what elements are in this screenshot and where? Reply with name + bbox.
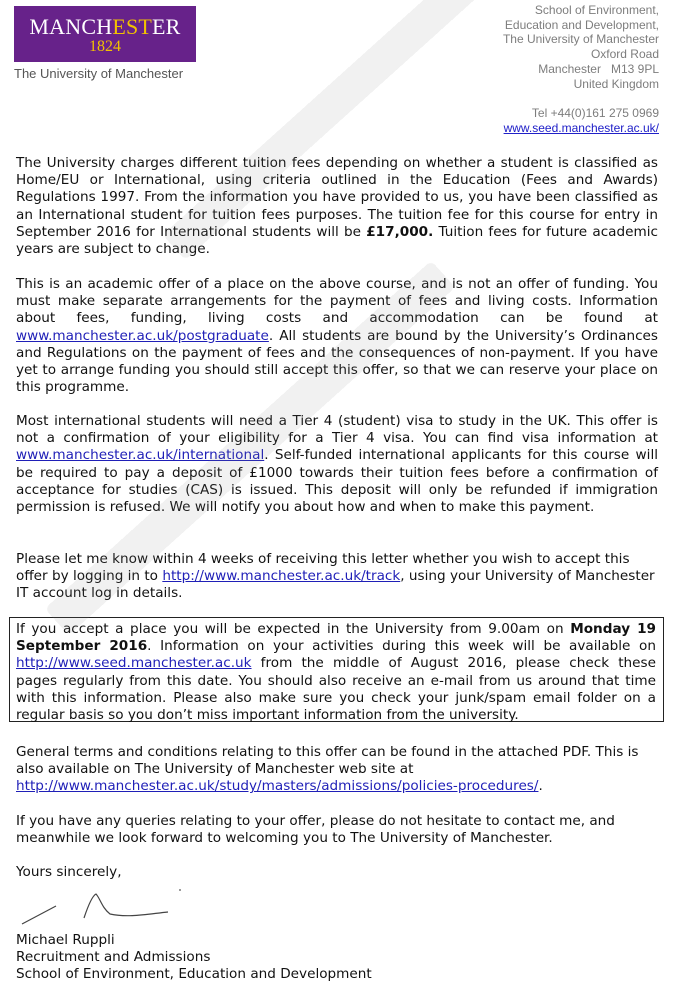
website-link[interactable]: www.seed.manchester.ac.uk/ (503, 120, 659, 135)
visa-paragraph: Most international students will need a Tier 4 (student) visa to study in the UK. This offer is not a confirmation of your eligibility for a Tier 4 visa. You can find visa information at www.manchester.ac.uk/international. Self-funded international applicants for this course will be required to pay a deposit of £1000 towards their tuition fees before a confirmation of acceptance for studies (CAS) is issued. This deposit will only be refunded if immigration permission is refused. We will notify you about how and when to make this payment. (16, 413, 658, 516)
address-line: School of Environment, (534, 3, 659, 17)
funding-paragraph: This is an academic offer of a place on the above course, and is not an offer of funding. You must make separate arrangements for the payment of fees and living costs. Information about fees, funding, living costs and accommodation can be found at www.manchester.ac.uk/postgraduate. All students are bound by the University’s Ordinances and Regulations on the payment of fees and the consequences of non-payment. If you have yet to arrange funding you should still accept this offer, so that we can reserve your place on this programme. (16, 276, 658, 396)
signatory-name: Michael Ruppli (16, 932, 115, 948)
sender-address (503, 3, 659, 136)
university-logo (14, 6, 196, 62)
logo-year: 1824 (89, 38, 121, 55)
tuition-fee-paragraph: The University charges different tuition fees depending on whether a student is classified as Home/EU or International, using criteria outlined in the Education (Fees and Awards) Regulations 1997. From the information you have provided to us, you have been classified as an International student for tuition fees purposes. The tuition fee for this course for entry in September 2016 for International students will be £17,000. Tuition fees for future academic years are subject to change. (16, 155, 658, 258)
fee-amount: £17,000. (366, 223, 434, 240)
postgraduate-link[interactable]: www.manchester.ac.uk/postgraduate (16, 327, 269, 344)
welcome-week-box (9, 617, 664, 722)
address-line: The University of Manchester (502, 32, 659, 47)
address-line: United Kingdom (573, 76, 659, 91)
signatory-school: School of Environment, Education and Development (16, 966, 372, 982)
welcome-week-paragraph: If you accept a place you will be expected in the University from 9.00am on Monday 19 September 2016. Information on your activities during this week will be available on http://www.seed.manchester.ac.uk from the middle of August 2016, please check these pages regularly from this date. You should also receive an e-mail from us around that time with this information. Please also make sure you check your junk/spam email folder on a regular basis so you don’t miss important information from the university. (16, 621, 656, 724)
terms-paragraph: General terms and conditions relating to this offer can be found in the attached PDF. This is also available on The University of Manchester web site at http://www.manchester.ac.uk/study/masters/admissions/policies-procedures/. (16, 744, 639, 795)
policies-link[interactable]: http://www.manchester.ac.uk/study/masters/admissions/policies-procedures/ (16, 778, 539, 795)
track-link[interactable]: http://www.manchester.ac.uk/track (162, 568, 401, 585)
signatory-title: Recruitment and Admissions (16, 949, 211, 965)
logo-wordmark: MANCHESTER (29, 14, 181, 39)
logo-subtitle: The University of Manchester (14, 66, 184, 81)
address-line: Education and Development, (504, 17, 659, 32)
handwritten-signature (18, 884, 188, 930)
address-line: Manchester M13 9PL (538, 61, 659, 76)
closing: Yours sincerely, (16, 864, 122, 880)
seed-link[interactable]: http://www.seed.manchester.ac.uk (16, 655, 252, 672)
telephone: Tel +44(0)161 275 0969 (531, 106, 659, 121)
queries-paragraph: If you have any queries relating to your offer, please do not hesitate to contact me, and meanwhile we look forward to welcoming you to The University of Manchester. (16, 813, 615, 847)
international-link[interactable]: www.manchester.ac.uk/international (16, 447, 265, 464)
start-date: Monday 19 September 2016 (16, 621, 656, 655)
address-line: Oxford Road (590, 47, 659, 62)
accept-offer-paragraph: Please let me know within 4 weeks of receiving this letter whether you wish to accept this offer by logging in to http://www.manchester.ac.uk/track, using your University of Manchester IT account log in details. (16, 551, 655, 602)
